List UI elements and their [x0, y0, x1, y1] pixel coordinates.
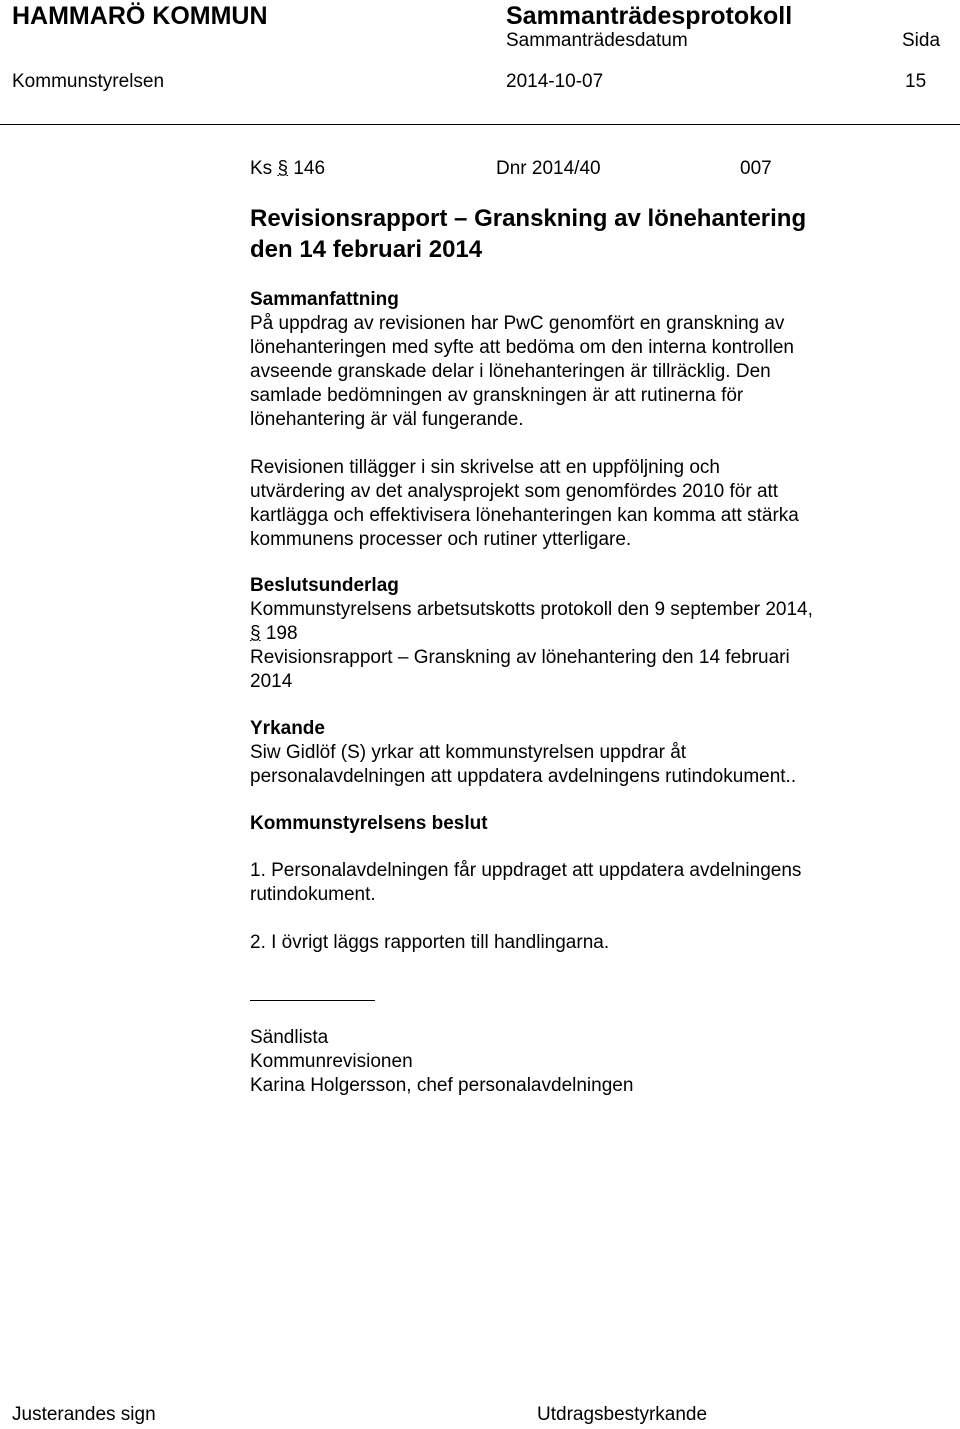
dnr-number: Dnr 2014/40	[496, 158, 601, 179]
summary-line: kartlägga och effektivisera lönehanteringen kan komma att stärka	[250, 505, 799, 526]
document-type: Sammanträdesprotokoll	[506, 2, 793, 30]
municipality-name: HAMMARÖ KOMMUN	[12, 2, 268, 30]
page-number: 15	[905, 71, 927, 92]
committee-name: Kommunstyrelsen	[12, 71, 165, 92]
summary-heading: Sammanfattning	[250, 289, 399, 310]
distribution-recipient: Karina Holgersson, chef personalavdelningen	[250, 1075, 634, 1096]
basis-heading: Beslutsunderlag	[250, 575, 399, 596]
decision-item-2: 2. I övrigt läggs rapporten till handlingarna.	[250, 932, 610, 953]
motion-line: personalavdelningen att uppdatera avdelningens rutindokument..	[250, 766, 797, 787]
ks-label: Ks	[250, 158, 273, 179]
ks-number: 146	[293, 158, 326, 179]
signature-divider	[250, 1000, 375, 1001]
archive-code: 007	[740, 158, 772, 179]
summary-line: lönehanteringen med syfte att bedöma om den interna kontrollen	[250, 337, 794, 358]
summary-line: kommunens processer och rutiner ytterligare.	[250, 529, 632, 550]
basis-line	[250, 622, 298, 646]
motion-heading: Yrkande	[250, 718, 325, 739]
decision-item-1: 1. Personalavdelningen får uppdraget att uppdatera avdelningens	[250, 860, 802, 881]
page-label: Sida	[902, 30, 941, 51]
summary-line: Revisionen tillägger i sin skrivelse att en uppföljning och	[250, 457, 720, 478]
page-title-line-1: Revisionsrapport – Granskning av lönehantering	[250, 205, 807, 232]
basis-line: 2014	[250, 671, 293, 692]
distribution-recipient: Kommunrevisionen	[250, 1051, 413, 1072]
motion-line: Siw Gidlöf (S) yrkar att kommunstyrelsen uppdrar åt	[250, 742, 687, 763]
decision-item-1-cont: rutindokument.	[250, 884, 376, 905]
distribution-heading: Sändlista	[250, 1027, 329, 1048]
summary-line: utvärdering av det analysprojekt som genomfördes 2010 för att	[250, 481, 779, 502]
header-divider	[0, 124, 960, 125]
summary-line: På uppdrag av revisionen har PwC genomfört en granskning av	[250, 313, 785, 334]
footer-certification-label: Utdragsbestyrkande	[537, 1404, 708, 1425]
case-reference	[250, 157, 325, 181]
date-label: Sammanträdesdatum	[506, 30, 688, 51]
summary-line: lönehantering är väl fungerande.	[250, 409, 524, 430]
basis-paragraph-number: 198	[260, 623, 298, 644]
page-title-line-2: den 14 februari 2014	[250, 236, 483, 263]
decision-heading: Kommunstyrelsens beslut	[250, 813, 488, 834]
meeting-date: 2014-10-07	[506, 71, 604, 92]
basis-line: Kommunstyrelsens arbetsutskotts protokoll den 9 september 2014,	[250, 599, 813, 620]
summary-line: samlade bedömningen av granskningen är att rutinerna för	[250, 385, 744, 406]
paragraph-sign: §	[250, 623, 261, 644]
paragraph-sign: §	[277, 158, 289, 179]
summary-line: avseende granskade delar i lönehanteringen är tillräcklig. Den	[250, 361, 771, 382]
basis-line: Revisionsrapport – Granskning av lönehantering den 14 februari	[250, 647, 790, 668]
footer-signature-label: Justerandes sign	[12, 1404, 156, 1425]
